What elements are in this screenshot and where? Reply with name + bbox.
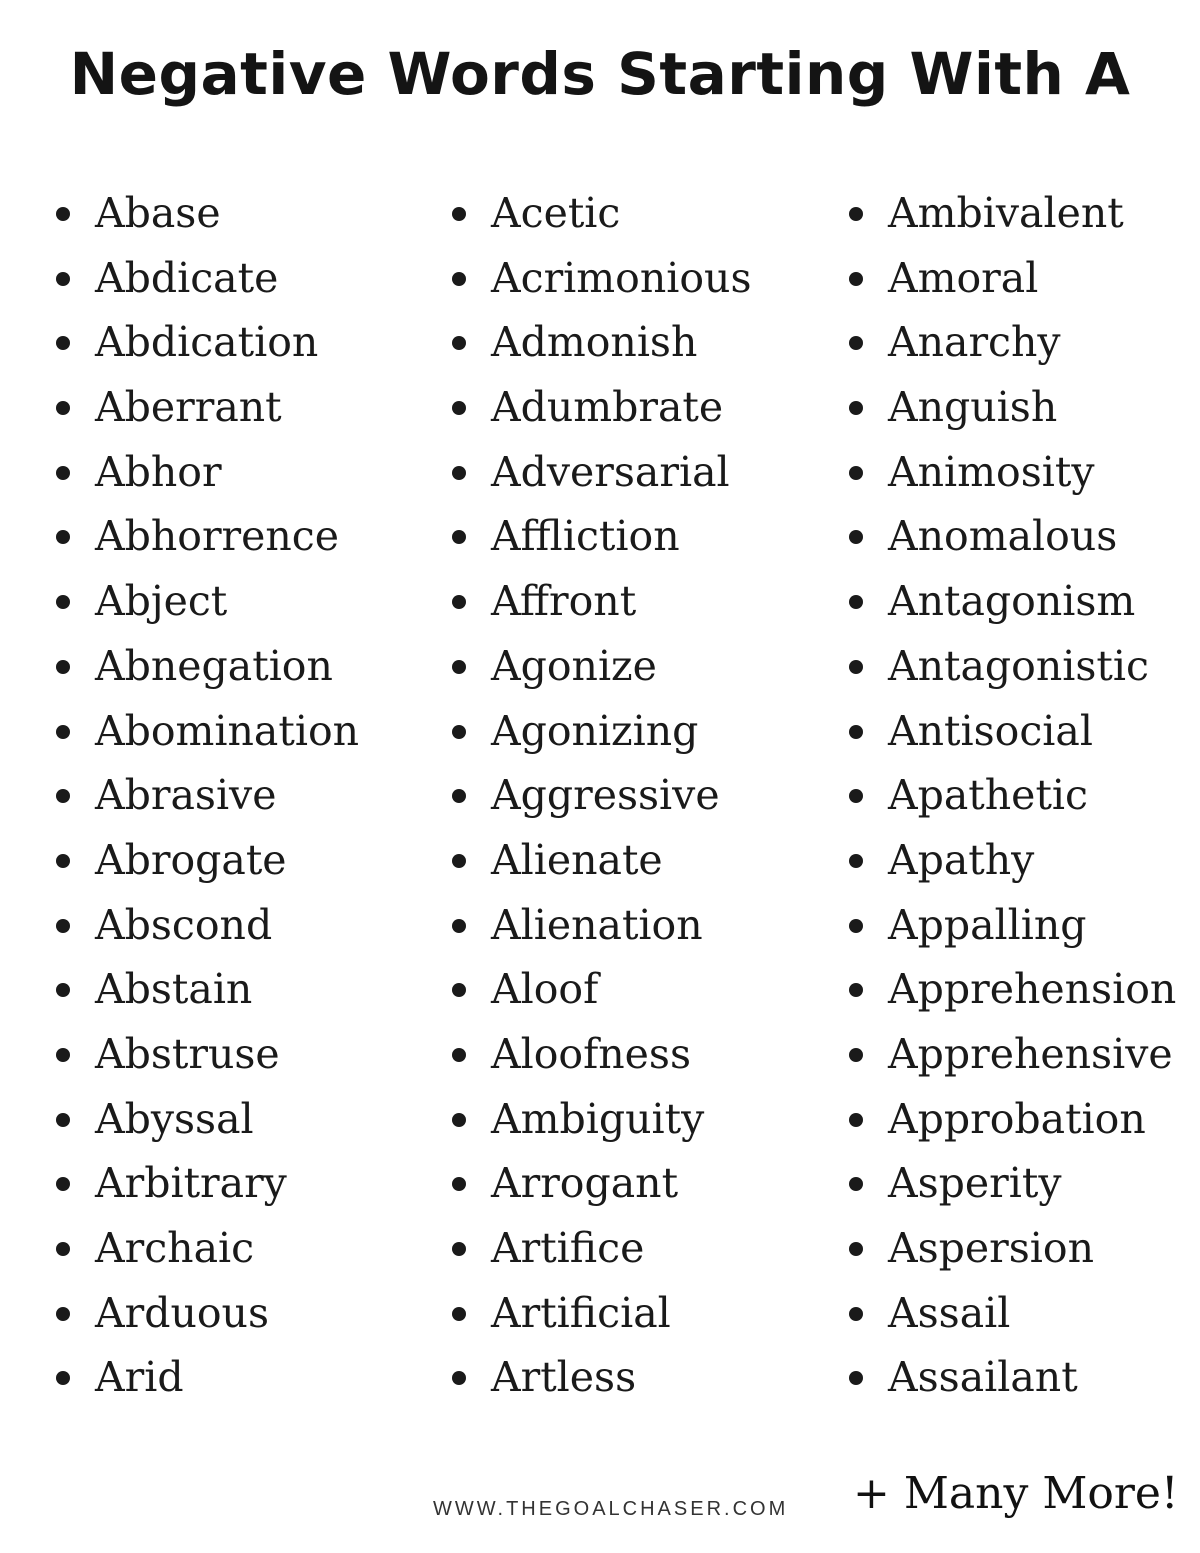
bullet-icon <box>452 1113 466 1127</box>
list-item <box>52 1345 359 1410</box>
word-text: Abdicate <box>95 253 279 302</box>
bullet-icon <box>849 1242 863 1256</box>
bullet-icon <box>56 272 70 286</box>
list-item <box>52 763 359 828</box>
bullet-icon <box>452 466 466 480</box>
list-item <box>845 1022 1176 1087</box>
word-text: Abscond <box>95 900 273 949</box>
list-item <box>448 1281 752 1346</box>
list-item <box>845 893 1176 958</box>
word-text: Amoral <box>888 253 1039 302</box>
word-text: Adversarial <box>491 447 730 496</box>
bullet-icon <box>56 983 70 997</box>
list-item <box>845 1216 1176 1281</box>
bullet-icon <box>849 595 863 609</box>
bullet-icon <box>452 1048 466 1062</box>
word-text: Apathetic <box>888 771 1088 820</box>
word-text: Antisocial <box>888 706 1093 755</box>
bullet-icon <box>452 1242 466 1256</box>
list-item <box>845 957 1176 1022</box>
list-item <box>845 1087 1176 1152</box>
list-item <box>52 181 359 246</box>
list-item <box>52 246 359 311</box>
list-item <box>52 1151 359 1216</box>
word-text: Asperity <box>888 1159 1062 1208</box>
bullet-icon <box>849 272 863 286</box>
word-text: Artifice <box>491 1224 645 1272</box>
word-text: Anguish <box>888 383 1058 432</box>
word-text: Agonize <box>491 641 657 690</box>
list-item <box>448 440 752 505</box>
list-item <box>448 1151 752 1216</box>
list-item <box>448 893 752 958</box>
word-column-3 <box>845 181 1176 1410</box>
word-text: Anomalous <box>888 512 1118 561</box>
bullet-icon <box>452 789 466 803</box>
word-text: Assailant <box>888 1353 1078 1402</box>
list-item <box>448 1087 752 1152</box>
word-text: Arduous <box>95 1288 269 1337</box>
bullet-icon <box>849 1307 863 1321</box>
bullet-icon <box>56 1177 70 1191</box>
list-item <box>448 1216 752 1281</box>
word-text: Archaic <box>95 1224 255 1272</box>
bullet-icon <box>849 336 863 350</box>
list-item <box>448 375 752 440</box>
word-text: Adumbrate <box>491 383 724 432</box>
bullet-icon <box>849 1113 863 1127</box>
word-text: Appalling <box>888 900 1087 949</box>
bullet-icon <box>56 1242 70 1256</box>
bullet-icon <box>452 272 466 286</box>
list-item <box>52 1022 359 1087</box>
bullet-icon <box>849 725 863 739</box>
word-text: Ambiguity <box>491 1094 705 1143</box>
word-text: Apprehension <box>888 965 1177 1014</box>
bullet-icon <box>452 725 466 739</box>
bullet-icon <box>56 660 70 674</box>
word-text: Abhorrence <box>95 512 340 561</box>
word-text: Acrimonious <box>491 253 752 302</box>
bullet-icon <box>849 789 863 803</box>
bullet-icon <box>56 919 70 933</box>
list-item <box>52 699 359 764</box>
word-text: Abstruse <box>95 1029 280 1078</box>
list-item <box>448 699 752 764</box>
list-item <box>448 957 752 1022</box>
word-column-1 <box>52 181 359 1410</box>
word-text: Abase <box>95 189 221 237</box>
bullet-icon <box>452 919 466 933</box>
word-text: Abyssal <box>95 1094 254 1143</box>
list-item <box>448 634 752 699</box>
word-text: Abrasive <box>95 771 277 820</box>
word-text: Apathy <box>888 835 1035 884</box>
bullet-icon <box>849 530 863 544</box>
word-column-2 <box>448 181 752 1410</box>
word-text: Ambivalent <box>888 189 1124 237</box>
bullet-icon <box>849 1048 863 1062</box>
bullet-icon <box>452 983 466 997</box>
list-item <box>52 1216 359 1281</box>
list-item <box>845 440 1176 505</box>
bullet-icon <box>849 919 863 933</box>
list-item <box>845 828 1176 893</box>
list-item <box>845 310 1176 375</box>
list-item <box>845 504 1176 569</box>
bullet-icon <box>56 1113 70 1127</box>
list-item <box>845 375 1176 440</box>
word-text: Aberrant <box>95 383 282 432</box>
bullet-icon <box>56 595 70 609</box>
bullet-icon <box>56 725 70 739</box>
bullet-icon <box>849 401 863 415</box>
list-item <box>845 763 1176 828</box>
word-text: Aspersion <box>888 1224 1095 1272</box>
list-item <box>52 310 359 375</box>
list-item <box>448 1022 752 1087</box>
list-item <box>52 440 359 505</box>
word-text: Arrogant <box>491 1159 679 1208</box>
bullet-icon <box>452 1307 466 1321</box>
list-item <box>448 1345 752 1410</box>
list-item <box>845 1345 1176 1410</box>
bullet-icon <box>56 854 70 868</box>
word-text: Antagonistic <box>888 641 1149 690</box>
list-item <box>52 893 359 958</box>
list-item <box>448 181 752 246</box>
list-item <box>448 569 752 634</box>
bullet-icon <box>452 1177 466 1191</box>
bullet-icon <box>56 1307 70 1321</box>
bullet-icon <box>56 789 70 803</box>
word-text: Artless <box>491 1353 637 1402</box>
word-text: Aggressive <box>491 771 720 820</box>
word-text: Animosity <box>888 447 1095 496</box>
word-text: Admonish <box>491 318 698 367</box>
list-item <box>845 569 1176 634</box>
bullet-icon <box>452 336 466 350</box>
bullet-icon <box>56 401 70 415</box>
word-text: Alienate <box>491 835 663 884</box>
bullet-icon <box>56 530 70 544</box>
bullet-icon <box>452 1371 466 1385</box>
word-text: Antagonism <box>888 577 1136 626</box>
many-more-label: + Many More! <box>853 1468 1179 1519</box>
list-item <box>448 828 752 893</box>
list-item <box>52 375 359 440</box>
list-item <box>448 763 752 828</box>
word-text: Arid <box>95 1353 184 1402</box>
list-item <box>845 699 1176 764</box>
bullet-icon <box>452 530 466 544</box>
word-text: Acetic <box>491 189 621 237</box>
list-item <box>52 828 359 893</box>
word-text: Agonizing <box>491 706 699 755</box>
list-item <box>845 246 1176 311</box>
list-item <box>52 1281 359 1346</box>
list-item <box>845 181 1176 246</box>
list-item <box>52 1087 359 1152</box>
bullet-icon <box>56 336 70 350</box>
word-text: Abhor <box>95 447 222 496</box>
list-item <box>845 1281 1176 1346</box>
list-item <box>52 504 359 569</box>
word-text: Affront <box>491 577 637 626</box>
word-text: Abrogate <box>95 835 287 884</box>
list-item <box>52 634 359 699</box>
bullet-icon <box>849 854 863 868</box>
word-text: Abstain <box>95 965 253 1014</box>
word-text: Abnegation <box>95 641 333 690</box>
page-title: Negative Words Starting With A <box>69 40 1131 108</box>
word-text: Abdication <box>95 318 319 367</box>
word-text: Abject <box>95 577 228 626</box>
list-item <box>52 957 359 1022</box>
word-text: Aloof <box>491 965 599 1014</box>
bullet-icon <box>452 595 466 609</box>
list-item <box>845 1151 1176 1216</box>
word-text: Anarchy <box>888 318 1061 367</box>
list-item <box>448 504 752 569</box>
list-item <box>52 569 359 634</box>
word-text: Arbitrary <box>95 1159 287 1208</box>
bullet-icon <box>849 207 863 221</box>
bullet-icon <box>56 1048 70 1062</box>
bullet-icon <box>56 1371 70 1385</box>
list-item <box>845 634 1176 699</box>
bullet-icon <box>849 660 863 674</box>
word-text: Alienation <box>491 900 703 949</box>
word-text: Affliction <box>491 512 680 561</box>
bullet-icon <box>56 466 70 480</box>
list-item <box>448 246 752 311</box>
bullet-icon <box>849 983 863 997</box>
bullet-icon <box>56 207 70 221</box>
word-text: Assail <box>888 1288 1011 1337</box>
bullet-icon <box>849 1177 863 1191</box>
bullet-icon <box>452 207 466 221</box>
list-item <box>448 310 752 375</box>
bullet-icon <box>452 854 466 868</box>
bullet-icon <box>452 660 466 674</box>
word-text: Abomination <box>95 706 360 755</box>
bullet-icon <box>849 1371 863 1385</box>
word-text: Aloofness <box>491 1029 692 1078</box>
word-text: Approbation <box>888 1094 1146 1143</box>
bullet-icon <box>452 401 466 415</box>
bullet-icon <box>849 466 863 480</box>
website-url: WWW.THEGOALCHASER.COM <box>433 1498 789 1520</box>
word-text: Apprehensive <box>888 1029 1173 1078</box>
word-text: Artificial <box>491 1288 671 1337</box>
